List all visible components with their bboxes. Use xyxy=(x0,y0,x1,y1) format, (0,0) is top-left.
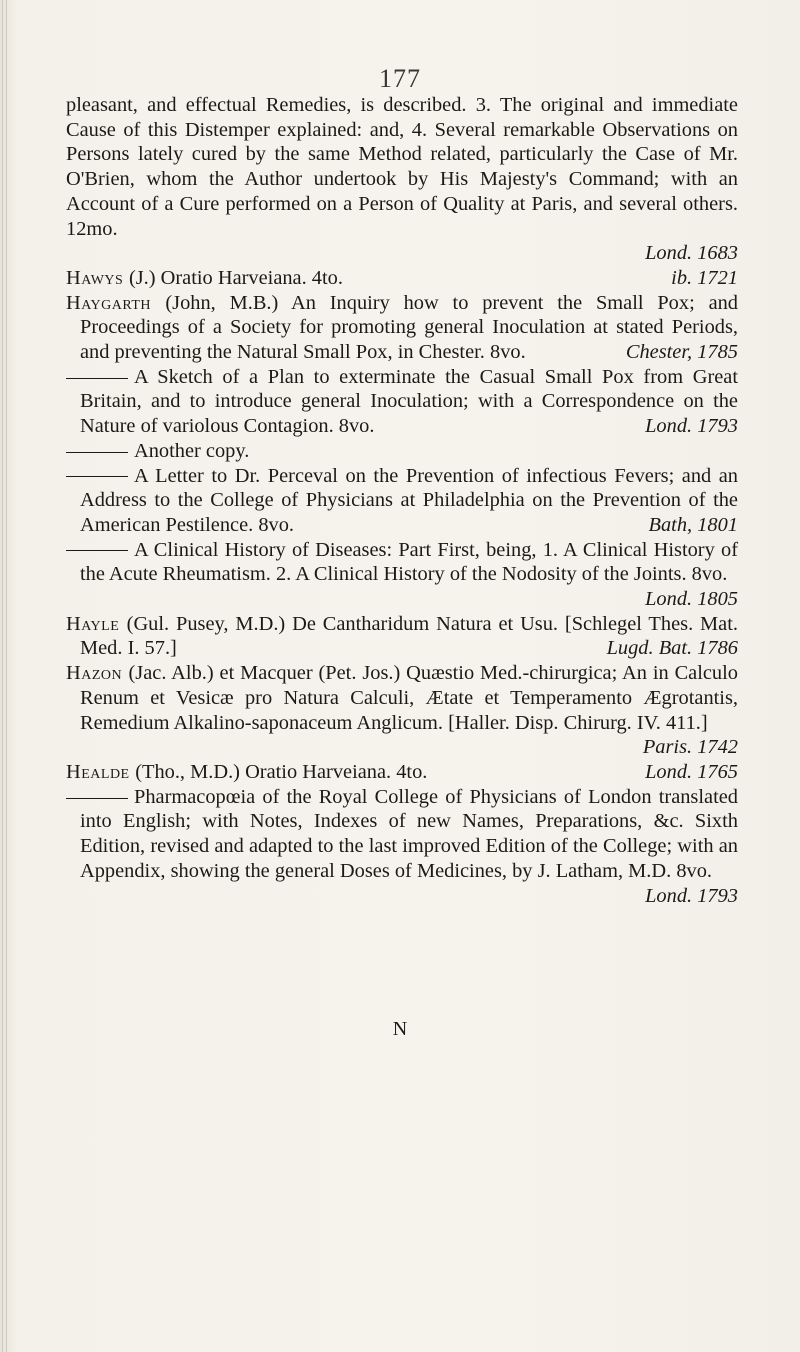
catalogue-text xyxy=(66,93,738,908)
catalogue-entry xyxy=(66,365,738,439)
entry-text: A Sketch of a Plan to exterminate the Casual Small Pox from Great Britain, and to introduce general Inoculation; with a Correspondence on the Nature of variolous Contagion. 8vo. xyxy=(80,365,738,438)
entry-imprint: Lond. 1805 xyxy=(645,588,738,611)
entry-text: (John, M.B.) An Inquiry how to prevent the Small Pox; and Proceedings of a Society for promoting general Inoculation at stated Periods, and preventing the Natural Small Pox, in Chester. 8vo. xyxy=(80,291,739,364)
catalogue-entry xyxy=(66,538,738,612)
catalogue-entry xyxy=(66,760,738,785)
page-edge-line xyxy=(2,0,3,1352)
page-number: 177 xyxy=(379,64,421,93)
catalogue-entry xyxy=(66,291,738,365)
entry-imprint: ib. 1721 xyxy=(671,266,738,289)
entry-author: Haygarth xyxy=(66,291,166,314)
catalogue-entry xyxy=(66,464,738,538)
intro-continuation xyxy=(66,93,738,266)
ditto-dash xyxy=(66,550,128,551)
entry-author: Hawys xyxy=(66,266,129,289)
catalogue-entry xyxy=(66,661,738,760)
entry-text: (Tho., M.D.) Oratio Harveiana. 4to. xyxy=(135,760,428,783)
entry-author: Hayle xyxy=(66,612,127,635)
entry-imprint: Chester, 1785 xyxy=(625,341,738,364)
catalogue-entry xyxy=(66,785,738,909)
ditto-dash xyxy=(66,798,128,799)
ditto-dash xyxy=(66,378,128,379)
ditto-dash xyxy=(66,452,128,453)
catalogue-entry xyxy=(66,266,738,291)
entry-text: (J.) Oratio Harveiana. 4to. xyxy=(128,266,343,289)
page-edge-line xyxy=(6,0,7,1352)
catalogue-entry xyxy=(66,439,738,464)
entry-text: (Jac. Alb.) et Macquer (Pet. Jos.) Quæstio Med.-chirurgica; An in Calculo Renum et Vesicæ pro Natura Calculi, Ætate et Temperamento Ægrotantis, Remedium Alkalino-saponaceum Anglicum. [Haller. Disp. Chirurg. IV. 411.] xyxy=(80,662,738,734)
signature-mark: N xyxy=(392,1018,408,1040)
entry-imprint: Lugd. Bat. 1786 xyxy=(606,637,738,660)
intro-imprint: Lond. 1683 xyxy=(645,242,738,265)
entry-imprint: Lond. 1793 xyxy=(645,415,738,438)
entry-imprint: Lond. 1793 xyxy=(645,884,738,907)
entry-text: Another copy. xyxy=(134,439,250,462)
entry-author: Healde xyxy=(66,760,136,783)
entry-imprint: Bath, 1801 xyxy=(648,513,738,536)
entry-text: Pharmacopœia of the Royal College of Physicians of London translated into English; with Notes, Indexes of new Names, Preparations, &c. Sixth Edition, revised and adapted to the last improved Edition of the College; with an Appendix, showing the general Doses of Medicines, by J. Latham, M.D. 8vo. xyxy=(80,785,738,882)
catalogue-entry xyxy=(66,612,738,661)
entry-imprint: Lond. 1765 xyxy=(645,760,738,783)
intro-text: pleasant, and effectual Remedies, is described. 3. The original and immediate Cause of this Distemper explained: and, 4. Several remarkable Observations on Persons lately cured by the same Method related, particularly the Case of Mr. O'Brien, whom the Author undertook by His Majesty's Command; with an Account of a Cure performed on a Person of Quality at Paris, and several others. 12mo. xyxy=(66,94,738,240)
entry-list xyxy=(66,266,738,908)
entry-text: A Letter to Dr. Perceval on the Prevention of infectious Fevers; and an Address to the College of Physicians at Philadelphia on the Prevention of the American Pestilence. 8vo. xyxy=(80,464,738,536)
entry-text: (Gul. Pusey, M.D.) De Cantharidum Natura et Usu. [Schlegel Thes. Mat. Med. I. 57.] xyxy=(80,612,738,660)
entry-author: Hazon xyxy=(66,662,129,685)
entry-text: A Clinical History of Diseases: Part First, being, 1. A Clinical History of the Acute Rheumatism. 2. A Clinical History of the Nodosity of the Joints. 8vo. xyxy=(80,538,738,586)
entry-imprint: Paris. 1742 xyxy=(642,736,738,759)
ditto-dash xyxy=(66,476,128,477)
